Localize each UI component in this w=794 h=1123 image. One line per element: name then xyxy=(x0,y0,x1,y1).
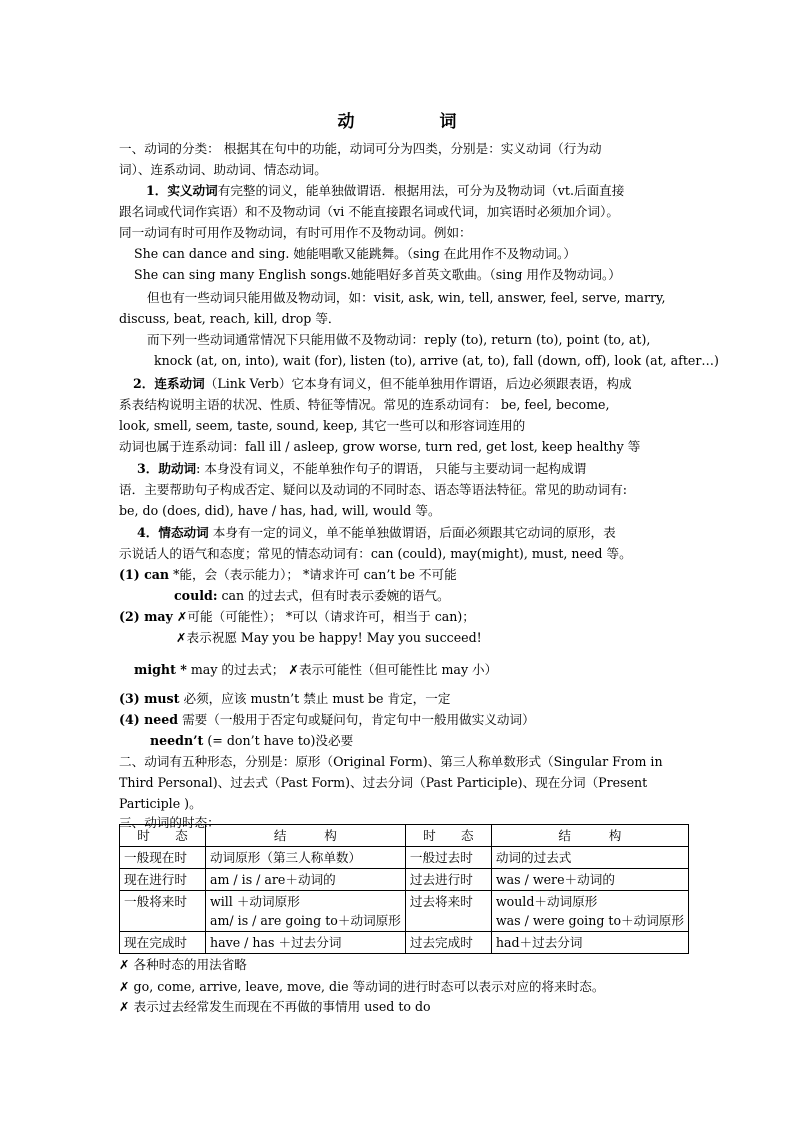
table-row xyxy=(120,869,689,891)
table-header-cell: 时 态 xyxy=(405,825,491,847)
text-line xyxy=(119,689,450,709)
line-text: 系表结构说明主语的状况、性质、特征等情况。常见的连系动词有： be, feel, become, xyxy=(119,397,610,412)
text-line xyxy=(174,586,450,606)
table-cell: 现在进行时 xyxy=(120,869,206,891)
text-line xyxy=(154,351,719,371)
text-line xyxy=(119,794,202,814)
tense-table xyxy=(119,824,689,954)
table-header-cell: 结 构 xyxy=(491,825,688,847)
table-cell: had＋过去分词 xyxy=(491,932,688,954)
text-line xyxy=(119,202,619,222)
text-line xyxy=(150,731,353,751)
note-line: ✗ go, come, arrive, leave, move, die 等动词的进行时态可以表示对应的将来时态。 xyxy=(119,979,605,994)
line-text: look, smell, seem, taste, sound, keep, 其它一些可以和形容词连用的 xyxy=(119,418,526,433)
table-cell-line: am/ is / are going to＋动词原形 xyxy=(209,913,401,928)
text-line xyxy=(119,501,441,521)
text-line xyxy=(137,523,616,543)
text-line xyxy=(119,416,525,436)
line-text: *能，会（表示能力）； *请求许可 can’t be 不可能 xyxy=(169,567,457,582)
table-cell: 过去进行时 xyxy=(405,869,491,891)
line-text: 示说话人的语气和态度；常见的情态动词有：can (could), may(might), must, need 等。 xyxy=(119,546,632,561)
text-line xyxy=(137,459,586,479)
text-line xyxy=(146,181,624,201)
table-header-cell: 时 态 xyxy=(120,825,206,847)
line-text: 语．主要帮助句子构成否定、疑问以及动词的不同时态、语态等语法特征。常见的助动词有: xyxy=(119,482,627,497)
line-text: may 的过去式； ✗表示可能性（但可能性比 may 小） xyxy=(186,662,498,677)
table-row xyxy=(120,847,689,869)
line-text: knock (at, on, into), wait (for), listen (to), arrive (at, to), fall (down, off), look (at, after…) xyxy=(154,353,719,368)
line-text: ✗表示祝愿 May you be happy! May you succeed! xyxy=(176,630,482,645)
text-line xyxy=(119,395,610,415)
text-line xyxy=(119,544,632,564)
text-line xyxy=(119,710,535,730)
table-cell: 一般现在时 xyxy=(120,847,206,869)
table-cell xyxy=(205,891,405,932)
text-line xyxy=(176,628,482,648)
text-line xyxy=(119,565,457,585)
text-line xyxy=(147,330,650,350)
text-line xyxy=(119,309,341,329)
line-text: （Link Verb）它本身有词义，但不能单独用作谓语，后边必须跟表语，构成 xyxy=(204,376,632,391)
line-text: 本身有一定的词义，单不能单独做谓语，后面必须跟其它动词的原形，表 xyxy=(208,525,616,540)
line-text: 一、动词的分类： 根据其在句中的功能，动词可分为四类，分别是：实义动词（行为动 xyxy=(119,141,602,156)
line-text: discuss, beat, reach, kill, drop 等． xyxy=(119,311,341,326)
table-cell: 动词原形（第三人称单数） xyxy=(205,847,405,869)
bold-heading: (3) must xyxy=(119,691,180,706)
text-line xyxy=(134,244,576,264)
line-text: 必须，应该 mustn’t 禁止 must be 肯定，一定 xyxy=(179,691,451,706)
text-line xyxy=(119,139,602,159)
line-text: 二、动词有五种形态，分别是：原形（Original Form)、第三人称单数形式（Singular From in xyxy=(119,754,663,769)
bold-heading: might * xyxy=(134,662,187,677)
line-text: 动词也属于连系动词：fall ill / asleep, grow worse, turn red, get lost, keep healthy 等 xyxy=(119,439,641,454)
table-cell-line: was / were going to＋动词原形 xyxy=(495,913,684,928)
text-line xyxy=(119,607,475,627)
text-line xyxy=(133,374,632,394)
line-text: 需要（一般用于否定句或疑问句，肯定句中一般用做实义动词） xyxy=(178,712,535,727)
table-row xyxy=(120,932,689,954)
table-cell: have / has ＋过去分词 xyxy=(205,932,405,954)
table-cell: 过去完成时 xyxy=(405,932,491,954)
text-line xyxy=(134,660,497,680)
line-text: She can sing many English songs.她能唱好多首英文歌曲。（sing 用作及物动词。） xyxy=(134,267,621,282)
line-text: (= don’t have to)没必要 xyxy=(203,733,354,748)
bold-heading: (2) may xyxy=(119,609,173,624)
text-line xyxy=(119,480,627,500)
table-cell xyxy=(491,891,688,932)
bold-heading: needn’t xyxy=(150,733,204,748)
line-text: She can dance and sing. 她能唱歌又能跳舞。（sing 在此用作不及物动词。） xyxy=(134,246,576,261)
line-text: 跟名词或代词作宾语）和不及物动词（vi 不能直接跟名词或代词，加宾语时必须加介词）。 xyxy=(119,204,620,219)
text-line xyxy=(134,265,621,285)
page-title: 动 词 xyxy=(337,112,491,132)
line-text: 而下列一些动词通常情况下只能用做不及物动词：reply (to), return (to), point (to, at), xyxy=(147,332,651,347)
bold-heading: 3．助动词 xyxy=(137,461,197,476)
table-cell-line: would＋动词原形 xyxy=(495,894,598,909)
line-text: : 本身没有词义，不能单独作句子的谓语， 只能与主要动词一起构成谓 xyxy=(196,461,587,476)
line-text: 有完整的词义，能单独做谓语．根据用法，可分为及物动词（vt.后面直接 xyxy=(217,183,625,198)
note-line: ✗ 各种时态的用法省略 xyxy=(119,957,247,972)
table-cell: 一般将来时 xyxy=(120,891,206,932)
bold-heading: (1) can xyxy=(119,567,170,582)
table-cell: 动词的过去式 xyxy=(491,847,688,869)
line-text: Third Personal)、过去式（Past Form)、过去分词（Past Participle)、现在分词（Present xyxy=(119,775,648,790)
line-text: 同一动词有时可用作及物动词，有时可用作不及物动词。例如： xyxy=(119,225,472,240)
bold-heading: could: xyxy=(174,588,218,603)
bold-heading: 4．情态动词 xyxy=(137,525,209,540)
text-line xyxy=(119,437,640,457)
bold-heading: 2．连系动词 xyxy=(133,376,205,391)
table-cell: am / is / are＋动词的 xyxy=(205,869,405,891)
table-cell: 现在完成时 xyxy=(120,932,206,954)
table-cell: 过去将来时 xyxy=(405,891,491,932)
text-line xyxy=(147,288,666,308)
bold-heading: 1．实义动词 xyxy=(146,183,218,198)
line-text: 但也有一些动词只能用做及物动词，如：visit, ask, win, tell, answer, feel, serve, marry, xyxy=(147,290,666,305)
bold-heading: (4) need xyxy=(119,712,179,727)
note-line: ✗ 表示过去经常发生而现在不再做的事情用 used to do xyxy=(119,999,431,1014)
line-text: 三、动词的时态： xyxy=(119,815,220,830)
table-cell-line: will ＋动词原形 xyxy=(209,894,300,909)
table-header-row xyxy=(120,825,689,847)
line-text: Participle )。 xyxy=(119,796,202,811)
text-line xyxy=(119,160,327,180)
table-header-cell: 结 构 xyxy=(205,825,405,847)
line-text: can 的过去式，但有时表示委婉的语气。 xyxy=(217,588,450,603)
text-line xyxy=(119,223,472,243)
table-cell: 一般过去时 xyxy=(405,847,491,869)
table-cell: was / were＋动词的 xyxy=(491,869,688,891)
table-row xyxy=(120,891,689,932)
line-text: ✗可能（可能性）； *可以（请求许可，相当于 can)； xyxy=(172,609,475,624)
text-line xyxy=(119,752,663,772)
line-text: be, do (does, did), have / has, had, will, would 等。 xyxy=(119,503,441,518)
line-text: 词）、连系动词、助动词、情态动词。 xyxy=(119,162,327,177)
text-line xyxy=(119,773,647,793)
